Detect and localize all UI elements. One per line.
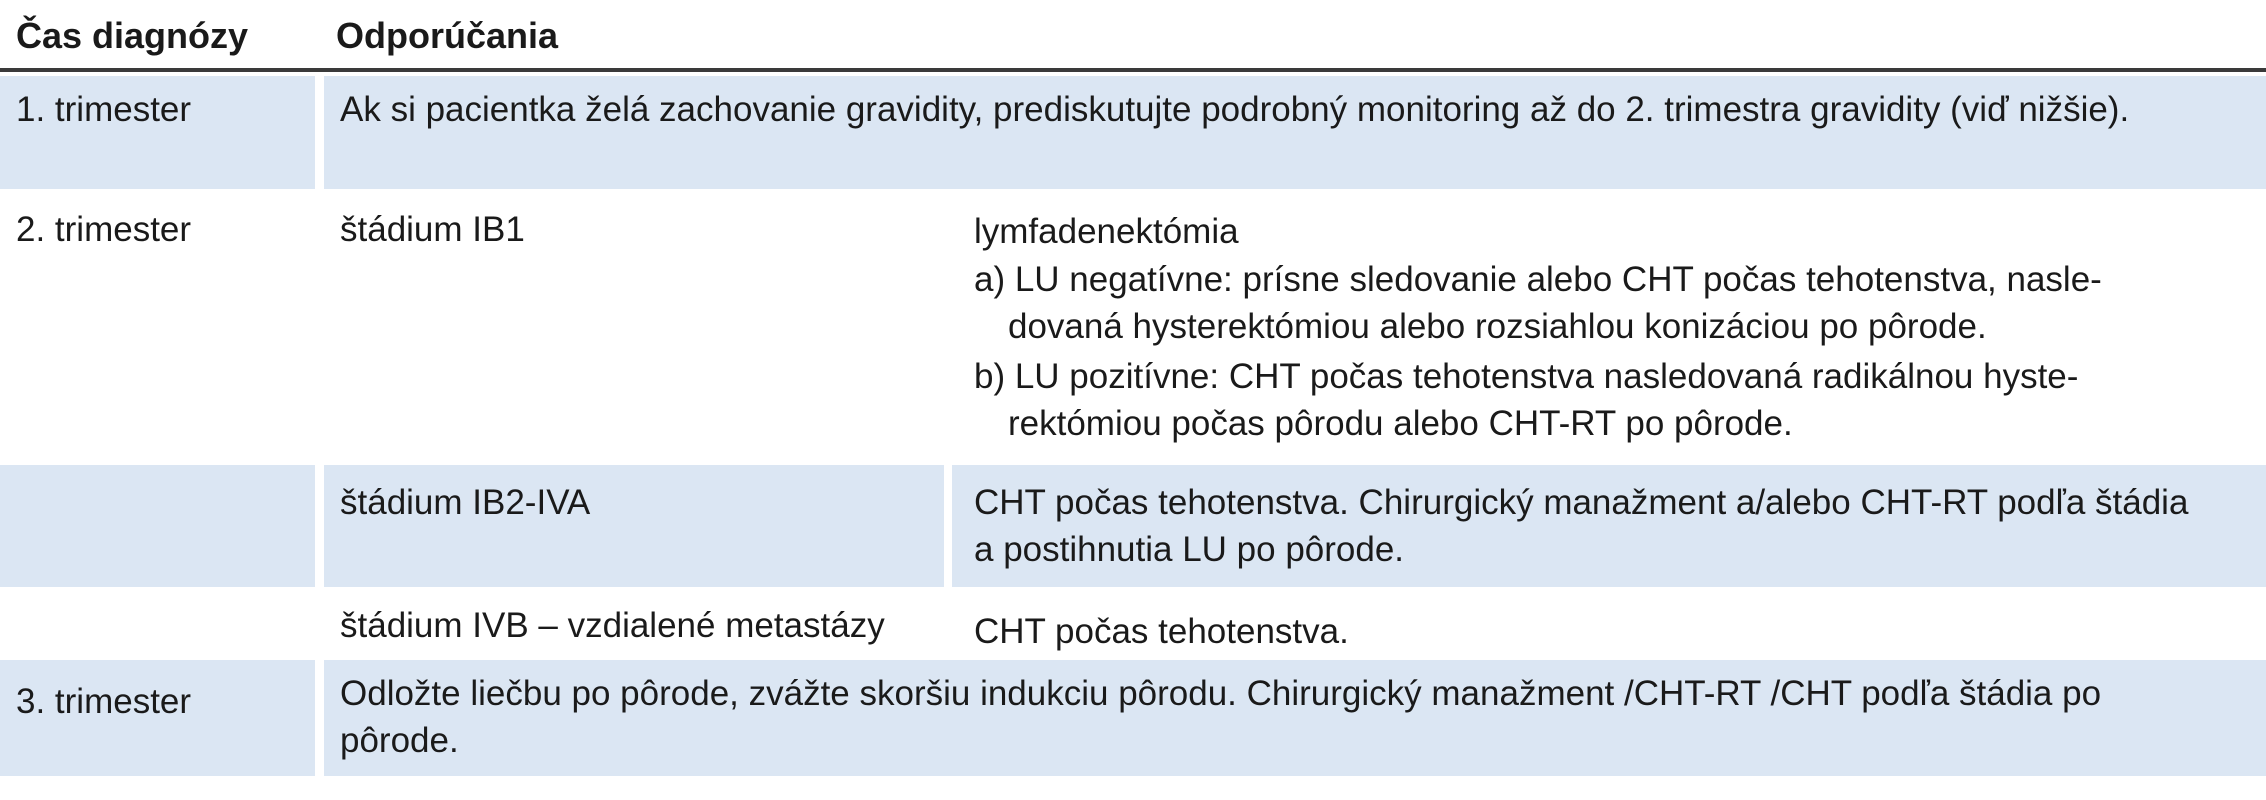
- row5-recommendation: [324, 660, 2266, 776]
- row1-text: Ak si pacientka želá zachovanie gravidity, prediskutujte podrobný monitoring až do 2. trimestra gravidity (viď nižšie).: [340, 90, 2130, 129]
- header-recommendations: Odporúčania: [336, 15, 559, 56]
- row2-item-a-line2: dovaná hysterektómiou alebo rozsiahlou konizáciou po pôrode.: [1008, 307, 1987, 346]
- row2-time-label: 2. trimester: [16, 210, 192, 249]
- row1-time-label: 1. trimester: [16, 90, 192, 129]
- row5-time: [0, 660, 315, 776]
- row4-recommendation: [958, 594, 2266, 656]
- row2-item-a: [974, 256, 2256, 350]
- header-time: Čas diagnózy: [16, 15, 249, 56]
- row2-item-a-line1: a) LU negatívne: prísne sledovanie alebo CHT počas tehotenstva, nasle-: [974, 260, 2102, 299]
- row3-stage-label: štádium IB2-IVA: [340, 483, 591, 522]
- row2-stage-label: štádium IB1: [340, 210, 525, 249]
- row4-stage: [324, 594, 958, 656]
- row1-recommendation: [324, 76, 2266, 189]
- row2-item-b-line2: rektómiou počas pôrodu alebo CHT-RT po pôrode.: [1008, 404, 1793, 443]
- row1-time: [0, 76, 315, 189]
- row5-text: Odložte liečbu po pôrode, zvážte skoršiu indukciu pôrodu. Chirurgický manažment /CHT-RT /CHT podľa štádia po pôrode.: [340, 674, 2102, 760]
- row2-item-b: [974, 353, 2256, 447]
- row2-item-b-line1: b) LU pozitívne: CHT počas tehotenstva nasledovaná radikálnou hyste-: [974, 357, 2079, 396]
- row2-recommendation: [958, 196, 2266, 458]
- row5-time-label: 3. trimester: [16, 682, 192, 721]
- row3-text: CHT počas tehotenstva. Chirurgický manažment a/alebo CHT-RT podľa štádia a postihnutia LU po pôrode.: [974, 483, 2189, 569]
- row4-text: CHT počas tehotenstva.: [974, 612, 1349, 651]
- row3-time: [0, 465, 315, 587]
- row3-recommendation: [952, 465, 2266, 587]
- row3-stage: [324, 465, 944, 587]
- row2-intro: lymfadenektómia: [974, 212, 1239, 251]
- header-rule: [0, 68, 2266, 72]
- row4-time: [0, 594, 315, 656]
- row2-stage: [324, 196, 944, 458]
- row2-time: [0, 196, 315, 458]
- row4-stage-label: štádium IVB – vzdialené metastázy: [340, 606, 885, 645]
